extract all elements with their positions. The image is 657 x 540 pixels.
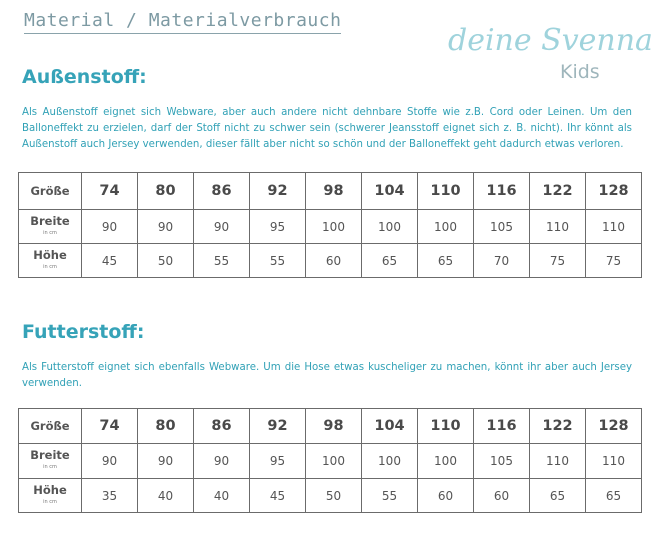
value-cell: 95: [250, 210, 306, 244]
deine-svenna-kids-logo: [448, 8, 653, 88]
size-cell: 128: [586, 409, 642, 444]
size-cell: 86: [194, 173, 250, 210]
value-cell: 100: [362, 210, 418, 244]
table-row-sizes: [19, 173, 642, 210]
value-cell: 40: [138, 479, 194, 513]
value-cell: 45: [250, 479, 306, 513]
section-title-futterstoff: Futterstoff:: [22, 321, 145, 343]
section-title-aussenstoff: Außenstoff:: [22, 66, 147, 88]
size-cell: 74: [82, 409, 138, 444]
size-cell: 122: [530, 173, 586, 210]
row-label-hoehe: Höhe in cm: [19, 244, 82, 278]
value-cell: 65: [586, 479, 642, 513]
table-row-breite: [19, 444, 642, 479]
value-cell: 105: [474, 210, 530, 244]
svg-text:deine Svenna: deine Svenna: [448, 23, 653, 58]
value-cell: 90: [138, 444, 194, 479]
value-cell: 100: [418, 444, 474, 479]
value-cell: 55: [194, 244, 250, 278]
size-table-aussenstoff: [18, 172, 642, 278]
value-cell: 60: [474, 479, 530, 513]
value-cell: 65: [530, 479, 586, 513]
size-cell: 98: [306, 173, 362, 210]
value-cell: 95: [250, 444, 306, 479]
value-cell: 110: [586, 444, 642, 479]
size-cell: 104: [362, 173, 418, 210]
section-description-aussenstoff: Als Außenstoff eignet sich Webware, aber auch andere nicht dehnbare Stoffe wie z.B. Cord oder Leinen. Um den Balloneffekt zu erzielen, darf der Stoff nicht zu schwer sein (schwerer Jeansstoff eignet sich z. B. nicht). Ihr könnt als Außenstoff auch Jersey verwenden, dieser fällt aber nicht so schön und der Balloneffekt geht dadurch etwas verloren.: [22, 107, 632, 150]
value-cell: 100: [362, 444, 418, 479]
value-cell: 90: [82, 210, 138, 244]
size-cell: 128: [586, 173, 642, 210]
value-cell: 40: [194, 479, 250, 513]
row-label-hoehe: Höhe in cm: [19, 479, 82, 513]
value-cell: 55: [250, 244, 306, 278]
row-label-breite: Breite in cm: [19, 210, 82, 244]
row-label-breite: Breite in cm: [19, 444, 82, 479]
value-cell: 75: [586, 244, 642, 278]
value-cell: 110: [530, 210, 586, 244]
value-cell: 90: [194, 444, 250, 479]
size-cell: 92: [250, 409, 306, 444]
value-cell: 90: [194, 210, 250, 244]
value-cell: 45: [82, 244, 138, 278]
size-cell: 116: [474, 409, 530, 444]
row-label-size: Größe: [19, 409, 82, 444]
value-cell: 65: [418, 244, 474, 278]
value-cell: 100: [306, 444, 362, 479]
size-cell: 110: [418, 409, 474, 444]
table-row-hoehe: [19, 244, 642, 278]
value-cell: 75: [530, 244, 586, 278]
size-cell: 86: [194, 409, 250, 444]
value-cell: 105: [474, 444, 530, 479]
value-cell: 90: [82, 444, 138, 479]
value-cell: 110: [530, 444, 586, 479]
value-cell: 100: [306, 210, 362, 244]
table-row-sizes: [19, 409, 642, 444]
table-row-hoehe: [19, 479, 642, 513]
value-cell: 60: [418, 479, 474, 513]
size-cell: 80: [138, 173, 194, 210]
value-cell: 90: [138, 210, 194, 244]
size-cell: 110: [418, 173, 474, 210]
size-cell: 80: [138, 409, 194, 444]
size-cell: 74: [82, 173, 138, 210]
value-cell: 35: [82, 479, 138, 513]
size-cell: 116: [474, 173, 530, 210]
value-cell: 55: [362, 479, 418, 513]
size-cell: 98: [306, 409, 362, 444]
value-cell: 60: [306, 244, 362, 278]
value-cell: 50: [138, 244, 194, 278]
value-cell: 70: [474, 244, 530, 278]
svg-text:Kids: Kids: [560, 61, 600, 83]
size-cell: 122: [530, 409, 586, 444]
size-cell: 104: [362, 409, 418, 444]
value-cell: 110: [586, 210, 642, 244]
row-label-size: Größe: [19, 173, 82, 210]
page-title: Material / Materialverbrauch: [24, 10, 341, 34]
value-cell: 100: [418, 210, 474, 244]
size-cell: 92: [250, 173, 306, 210]
table-row-breite: [19, 210, 642, 244]
value-cell: 65: [362, 244, 418, 278]
size-table-futterstoff: [18, 408, 642, 513]
value-cell: 50: [306, 479, 362, 513]
section-description-futterstoff: Als Futterstoff eignet sich ebenfalls Webware. Um die Hose etwas kuscheliger zu machen, könnt ihr aber auch Jersey verwenden.: [22, 362, 632, 389]
